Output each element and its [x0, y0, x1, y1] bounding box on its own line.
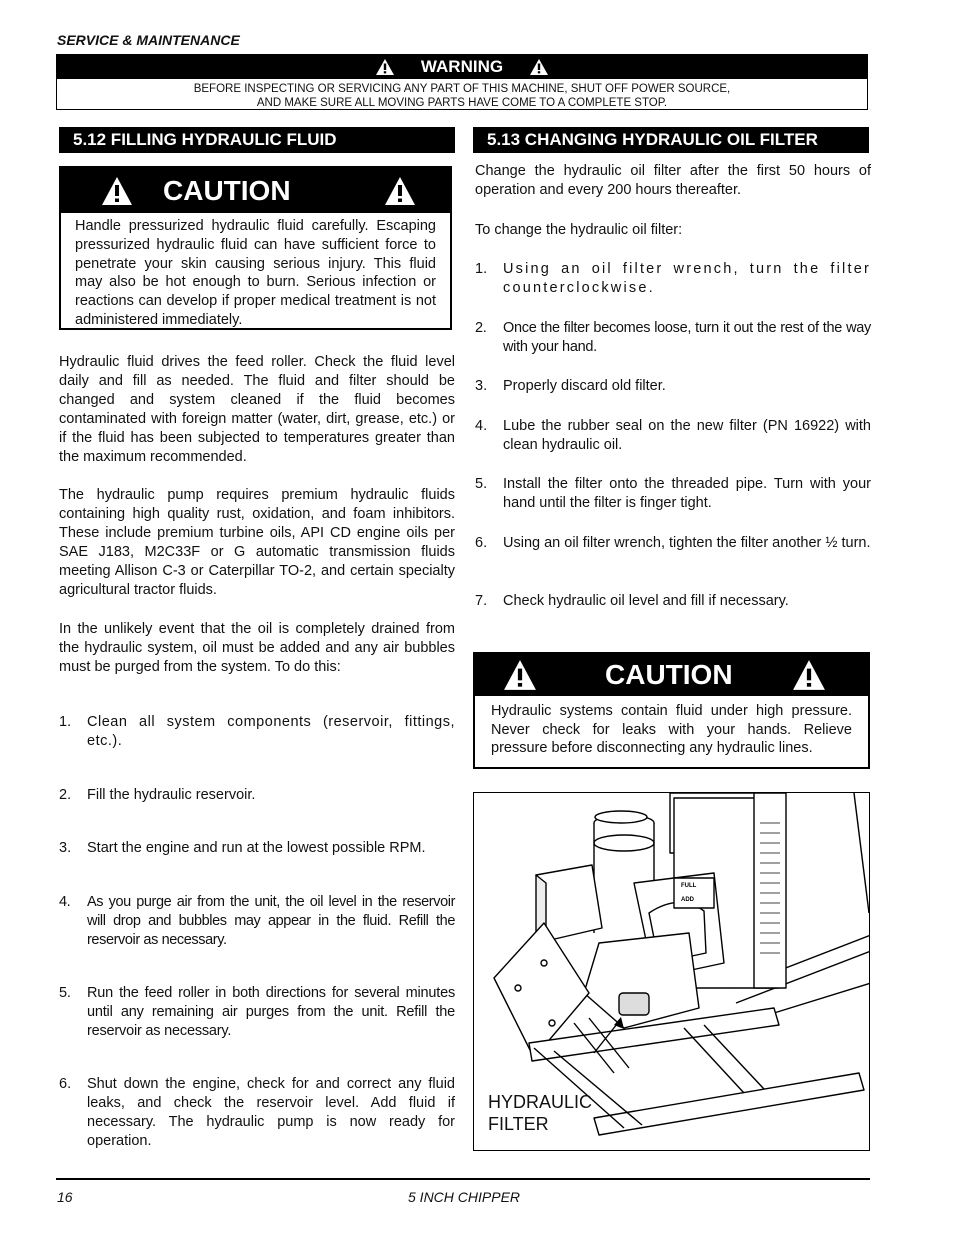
step-number: 2.: [475, 320, 487, 336]
paragraph-fluid-overview: Hydraulic fluid drives the feed roller. Check the fluid level daily and fill as needed. The fluid and filter should be changed and system cleaned if the fluid becomes contaminated with foreign matter (water, dirt, grease, etc.) or if the fluid has been subjected to temperatures greater than the maximum recommended.: [59, 354, 455, 465]
caution-box-right: [473, 652, 870, 769]
step-text: Start the engine and run at the lowest possible RPM.: [87, 840, 426, 856]
step-text: Fill the hydraulic reservoir.: [87, 787, 256, 803]
warning-title: WARNING: [420, 57, 504, 76]
caution-text: Handle pressurized hydraulic fluid carefully. Escaping pressurized hydraulic fluid can have sufficient force to penetrate your skin causing serious injury. This fluid may also be hot enough to burn. Serious infection or reactions can develop if proper medical treatment is not administered immediately.: [75, 218, 436, 328]
step-number: 6.: [475, 535, 488, 551]
figure-label-line-1: HYDRAULIC: [488, 1092, 593, 1112]
step-text: Using an oil filter wrench, turn the filter counterclockwise.: [503, 261, 871, 296]
caution-triangle-icon: [503, 659, 537, 691]
paragraph-filter-lead: To change the hydraulic oil filter:: [475, 222, 683, 238]
step-number: 1.: [475, 261, 488, 277]
step-number: 5.: [475, 476, 488, 492]
warning-triangle-icon: [375, 58, 395, 76]
step-number: 3.: [59, 840, 72, 856]
step-text: As you purge air from the unit, the oil level in the reservoir will drop and bubbles may appear in the fluid. Refill the reservoir as necessary.: [87, 894, 455, 948]
caution-box-left: [59, 166, 452, 330]
paragraph-fluid-requirements: The hydraulic pump requires premium hydraulic fluids containing high quality rust, oxidation, and foam inhibitors. These include premium turbine oils, API CD engine oils per SAE J183, M2C33F or G automatic transmission fluids meeting Allison C-3 or Caterpillar TO-2, and certain specialty agricultural tractor fluids.: [59, 487, 455, 598]
page-number: 16: [57, 1189, 73, 1205]
caution-header: [61, 168, 450, 213]
step-number: 5.: [59, 985, 71, 1001]
gauge-label-add: ADD: [681, 897, 694, 903]
step-text: Once the filter becomes loose, turn it out the rest of the way with your hand.: [503, 320, 871, 355]
step-number: 4.: [475, 418, 488, 434]
step-number: 4.: [59, 894, 71, 910]
caution-header: [475, 654, 868, 696]
step-number: 2.: [59, 787, 72, 803]
step-text: Install the filter onto the threaded pipe. Turn with your hand until the filter is finger tight.: [503, 476, 871, 511]
caution-triangle-icon: [792, 659, 826, 691]
step-number: 6.: [59, 1076, 72, 1092]
step-number: 1.: [59, 714, 72, 730]
section-heading-5-12: 5.12 FILLING HYDRAULIC FLUID: [59, 127, 455, 153]
warning-header: [57, 55, 867, 79]
step-text: Check hydraulic oil level and fill if necessary.: [503, 593, 789, 609]
warning-line-1: BEFORE INSPECTING OR SERVICING ANY PART OF THIS MACHINE, SHUT OFF POWER SOURCE,: [193, 83, 731, 95]
footer-rule: [56, 1178, 870, 1180]
step-text: Properly discard old filter.: [503, 378, 666, 394]
paragraph-purge-intro: In the unlikely event that the oil is completely drained from the hydraulic system, oil must be added and any air bubbles must be purged from the system. To do this:: [59, 621, 455, 675]
step-text: Lube the rubber seal on the new filter (PN 16922) with clean hydraulic oil.: [503, 418, 871, 453]
paragraph-filter-interval: Change the hydraulic oil filter after the first 50 hours of operation and every 200 hours thereafter.: [475, 163, 871, 198]
section-heading-5-13: 5.13 CHANGING HYDRAULIC OIL FILTER: [473, 127, 869, 153]
caution-triangle-icon: [101, 176, 133, 206]
caution-text: Hydraulic systems contain fluid under high pressure. Never check for leaks with your hands. Relieve pressure before disconnecting any hydraulic lines.: [491, 703, 852, 756]
step-number: 3.: [475, 378, 488, 394]
caution-title: CAUTION: [605, 659, 733, 690]
step-number: 7.: [475, 593, 488, 609]
section-header: SERVICE & MAINTENANCE: [57, 32, 240, 48]
caution-triangle-icon: [384, 176, 416, 206]
hydraulic-filter-figure: [473, 792, 870, 1151]
step-text: Run the feed roller in both directions for several minutes until any remaining air purges from the unit. Refill the reservoir as necessary.: [87, 985, 455, 1039]
figure-label-line-2: FILTER: [488, 1114, 549, 1134]
warning-text: [57, 79, 867, 110]
warning-line-2: AND MAKE SURE ALL MOVING PARTS HAVE COME TO A COMPLETE STOP.: [256, 97, 668, 109]
warning-triangle-icon: [529, 58, 549, 76]
step-text: Clean all system components (reservoir, fittings, etc.).: [87, 714, 455, 749]
warning-banner: [56, 54, 868, 110]
footer-title: 5 INCH CHIPPER: [408, 1189, 521, 1205]
gauge-label-full: FULL: [681, 883, 697, 889]
step-text: Using an oil filter wrench, tighten the filter another ½ turn.: [503, 535, 871, 551]
step-text: Shut down the engine, check for and correct any fluid leaks, and check the reservoir level. Add fluid if necessary. The hydraulic pump is now ready for operation.: [87, 1076, 455, 1149]
caution-title: CAUTION: [163, 174, 291, 206]
figure-label: [488, 1091, 592, 1135]
